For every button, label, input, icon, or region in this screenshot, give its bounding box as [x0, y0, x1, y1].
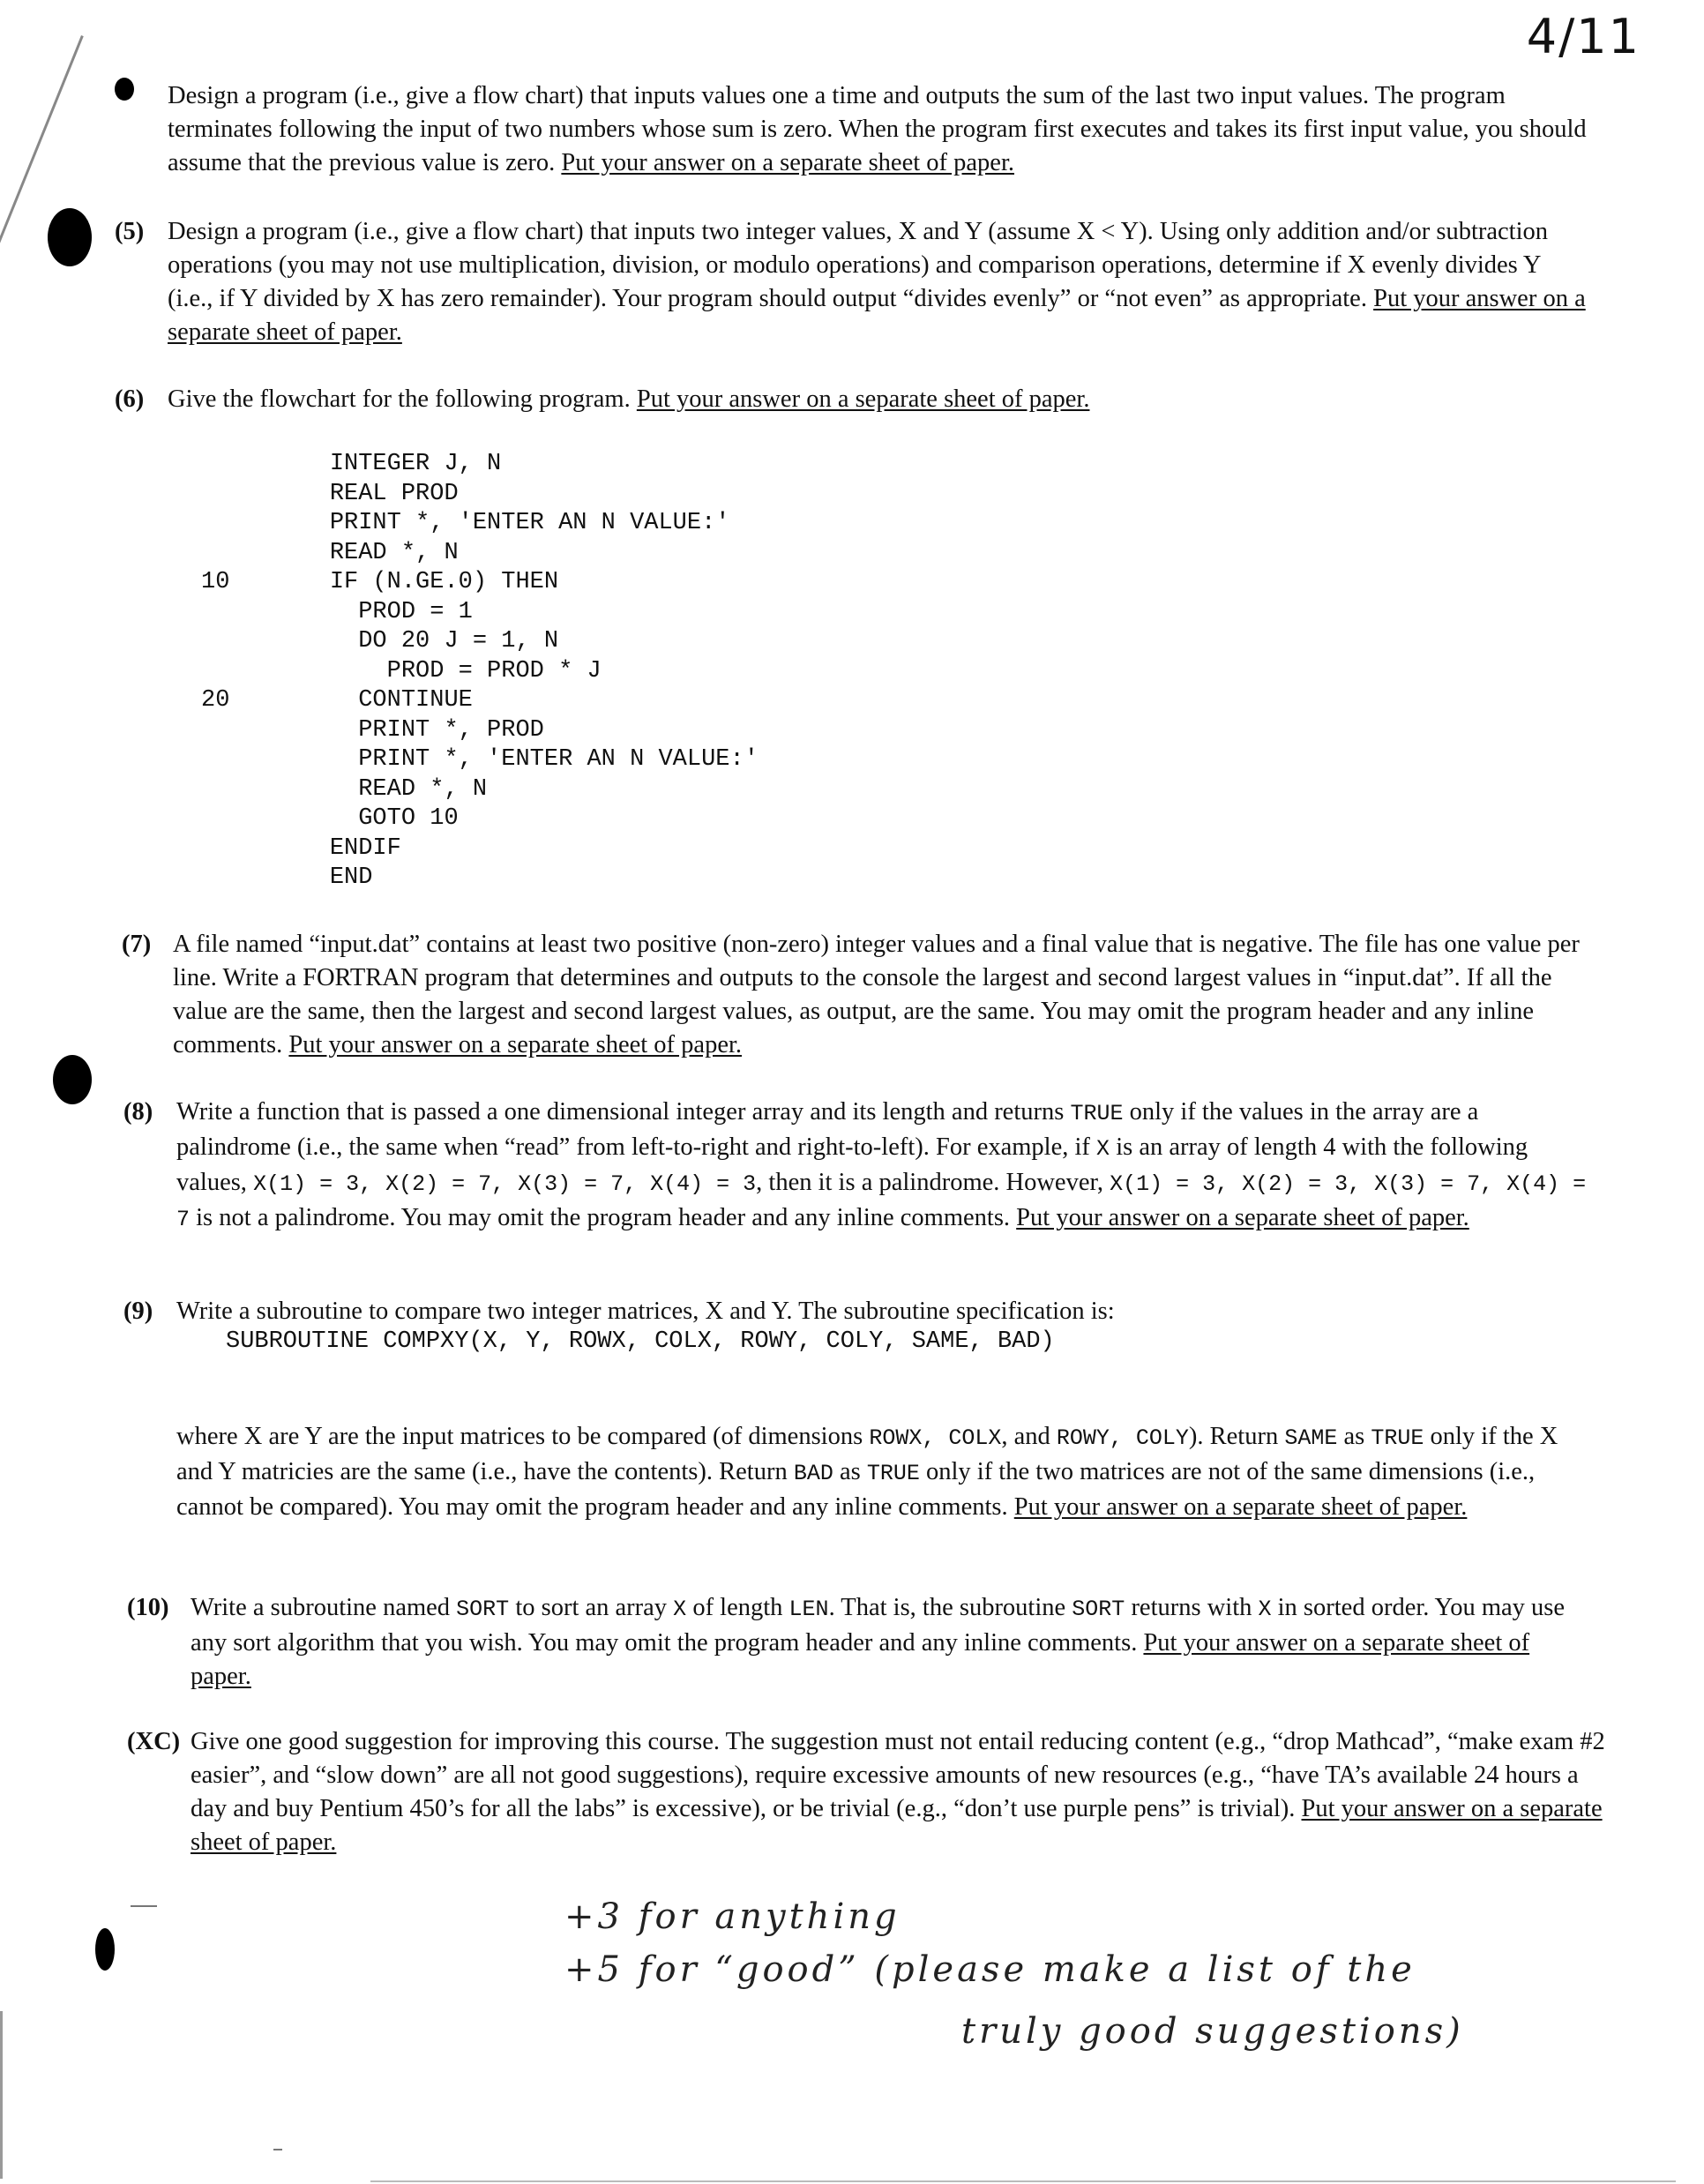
handwritten-note-line-3: truly good suggestions) — [961, 2011, 1464, 2052]
question-8-text: is an array of length 4 with the following values, — [176, 1133, 1528, 1196]
question-5-label: (5) — [115, 218, 145, 245]
stray-dash — [273, 2149, 282, 2150]
true-keyword: TRUE — [1070, 1101, 1124, 1126]
page-number: 4/11 — [1526, 9, 1640, 64]
dimension-names: ROWY, COLY — [1056, 1425, 1189, 1451]
question-extra-credit — [127, 1725, 1611, 1859]
question-10-text: to sort an array — [509, 1594, 674, 1621]
array-name: X — [1096, 1136, 1110, 1162]
handwritten-note-line-2: +5 for “good” (please make a list of the — [564, 1949, 1416, 1990]
question-xc-text: Give one good suggestion for improving this course. The suggestion must not entail reducing content (e.g., “drop Mathcad”, “make exam #2 easier”, and “slow down” are all not good suggestions), require excessive amounts of new resources (e.g., “have TA’s available 24 hours a day and buy Pentium 450’s for all the labs” is excessive), or be trivial (e.g., “don’t use purple pens” is trivial). — [191, 1728, 1605, 1822]
question-5-instruction: Put your answer on a separate sheet of paper. — [168, 285, 1586, 346]
question-8-instruction: Put your answer on a separate sheet of paper. — [1016, 1204, 1469, 1231]
question-7-instruction: Put your answer on a separate sheet of paper. — [288, 1031, 743, 1058]
question-10-text: returns with — [1125, 1594, 1259, 1621]
question-xc-instruction: Put your answer on a separate sheet of paper. — [191, 1795, 1603, 1856]
question-10-text: in sorted order. You may use any sort algorithm that you wish. You may omit the program header and any inline comments. — [191, 1594, 1565, 1657]
question-7-text: A file named “input.dat” contains at least two positive (non-zero) integer values and a final value that is negative. The file has one value per line. Write a FORTRAN program that determines and outputs to the console the largest and second largest values in “input.dat”. If all the value are the same, then the largest and second largest values, as output, are the same. You may omit the program header and any inline comments. — [173, 931, 1580, 1058]
question-6 — [115, 383, 1588, 416]
question-4-text: Design a program (i.e., give a flow chart) that inputs values one a time and outputs the sum of the last two input values. The program terminates following the input of two numbers whose sum is zero. When the program first executes and takes its first input value, you should assume that the previous value is zero. — [168, 82, 1587, 176]
question-6-instruction: Put your answer on a separate sheet of paper. — [636, 385, 1090, 413]
question-9-label: (9) — [123, 1298, 153, 1325]
ink-blot — [53, 1055, 92, 1104]
bad-keyword: BAD — [793, 1461, 833, 1486]
true-keyword: TRUE — [1371, 1425, 1424, 1451]
question-6-label: (6) — [115, 385, 145, 413]
question-10-text: . That is, the subroutine — [828, 1594, 1072, 1621]
question-8 — [123, 1096, 1596, 1237]
question-5-text: Design a program (i.e., give a flow chart) that inputs two integer values, X and Y (assume X < Y). Using only addition and/or subtraction operations (you may not use multiplication, division, or modulo operations) and comparison operations, determine if X evenly divides Y (i.e., if Y divided by X has zero remainder). Your program should output “divides evenly” or “not even” as appropriate. — [168, 218, 1548, 312]
question-9-text: where X are Y are the input matrices to be compared (of dimensions — [176, 1423, 870, 1450]
question-5 — [115, 215, 1588, 349]
question-xc-label: (XC) — [127, 1728, 181, 1755]
array-name: X — [1258, 1597, 1272, 1622]
question-10 — [127, 1591, 1596, 1694]
len-keyword: LEN — [788, 1597, 829, 1622]
fortran-code-listing: INTEGER J, N REAL PROD PRINT *, 'ENTER AN N VALUE:' READ *, N 10 IF (N.GE.0) THEN PROD = 1 DO 20 J = 1, N PROD = PROD * J 20 CONTINUE PRINT *, PROD PRINT *, 'ENTER AN N VALUE:' READ *, N GOTO 10 ENDIF END — [201, 451, 759, 891]
question-9-text: , and — [1001, 1423, 1057, 1450]
non-palindrome-example: X(1) = 3, X(2) = 3, X(3) = 7, X(4) = 7 — [176, 1171, 1587, 1232]
question-10-instruction: Put your answer on a separate sheet of paper. — [191, 1629, 1530, 1690]
question-9-text: only if the X and Y matricies are the same (i.e., have the contents). Return — [176, 1423, 1558, 1485]
ink-blot — [115, 78, 134, 101]
question-8-text: Write a function that is passed a one dimensional integer array and its length and returns — [176, 1098, 1071, 1126]
ink-blot — [95, 1928, 115, 1971]
stray-dash — [131, 1905, 157, 1907]
question-6-text: Give the flowchart for the following program. — [168, 385, 631, 413]
question-9-instruction: Put your answer on a separate sheet of paper. — [1013, 1493, 1468, 1521]
question-4-instruction: Put your answer on a separate sheet of paper. — [561, 149, 1014, 176]
question-10-text: of length — [686, 1594, 789, 1621]
question-10-label: (10) — [127, 1594, 169, 1621]
same-keyword: SAME — [1284, 1425, 1338, 1451]
sort-keyword: SORT — [1072, 1597, 1125, 1622]
handwritten-note-line-1: +3 for anything — [564, 1896, 901, 1937]
left-edge-scan-line — [0, 2011, 3, 2179]
question-9-text: Write a subroutine to compare two integer matrices, X and Y. The subroutine specification is: — [176, 1298, 1115, 1325]
question-8-text: , then it is a palindrome. However, — [756, 1169, 1110, 1196]
subroutine-signature: SUBROUTINE COMPXY(X, Y, ROWX, COLX, ROWY, COLY, SAME, BAD) — [226, 1328, 1055, 1355]
question-8-label: (8) — [123, 1098, 153, 1126]
ink-blot — [48, 208, 92, 266]
question-9-text: as — [833, 1458, 867, 1485]
question-9-text: as — [1337, 1423, 1371, 1450]
question-9 — [123, 1295, 1596, 1328]
dimension-names: ROWX, COLX — [869, 1425, 1002, 1451]
question-9-details — [176, 1420, 1596, 1524]
bottom-scan-dashes — [370, 2180, 1676, 2182]
true-keyword: TRUE — [866, 1461, 920, 1486]
question-7 — [122, 928, 1596, 1062]
question-10-text: Write a subroutine named — [191, 1594, 457, 1621]
array-name: X — [673, 1597, 687, 1622]
question-7-label: (7) — [122, 931, 152, 958]
sort-keyword: SORT — [456, 1597, 510, 1622]
question-9-text: ). Return — [1188, 1423, 1285, 1450]
palindrome-example: X(1) = 3, X(2) = 7, X(3) = 7, X(4) = 3 — [253, 1171, 757, 1197]
question-8-text: only if the values in the array are a palindrome (i.e., the same when “read” from left-to-right and right-to-left). For example, if — [176, 1098, 1479, 1161]
question-4 — [141, 79, 1588, 180]
question-9-text: only if the two matrices are not of the same dimensions (i.e., cannot be compared). You may omit the program header and any inline comments. — [176, 1458, 1536, 1521]
question-8-text: is not a palindrome. You may omit the program header and any inline comments. — [190, 1204, 1011, 1231]
